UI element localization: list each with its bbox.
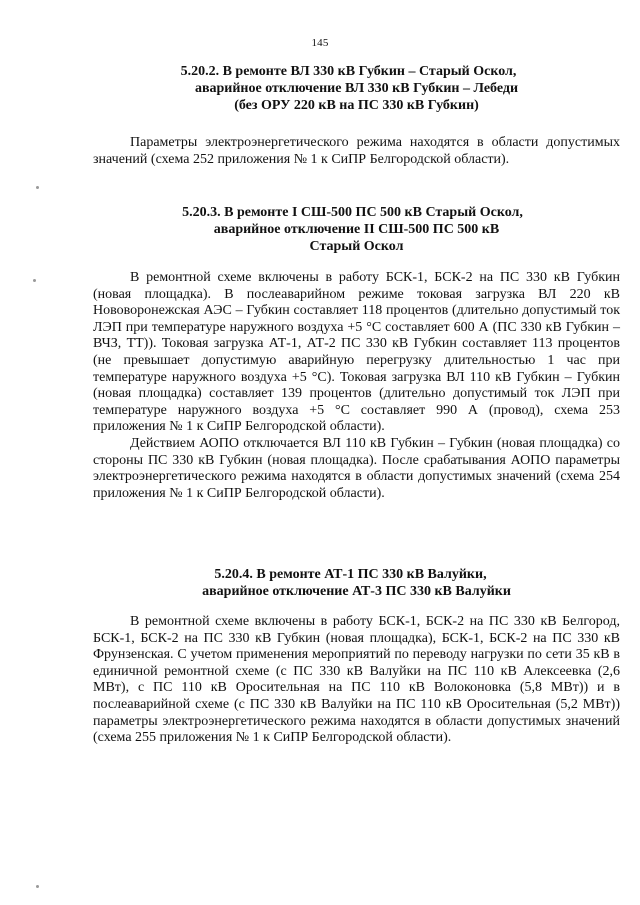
heading-line: аварийное отключение ВЛ 330 кВ Губкин – Лебеди xyxy=(194,81,519,96)
section-heading xyxy=(93,63,620,114)
section-heading xyxy=(93,204,620,255)
paragraph: Параметры электроэнергетического режима находятся в области допустимых значений (схема 252 приложения № 1 к СиПР Белгородской области). xyxy=(93,135,620,167)
heading-line: аварийное отключение АТ-3 ПС 330 кВ Валуйки xyxy=(202,584,511,599)
heading-line: 5.20.2. В ремонте ВЛ 330 кВ Губкин – Старый Оскол, xyxy=(180,64,517,79)
paragraph: В ремонтной схеме включены в работу БСК-1, БСК-2 на ПС 330 кВ Губкин (новая площадка). В послеаварийном режиме токовая загрузка ВЛ 220 кВ Нововоронежская АЭС – Губкин составляет 118 процентов (длительно допустимый ток ЛЭП при температуре наружного воздуха +5 °С составляет 600 А (ПС 330 кВ Губкин – ВЧЗ, ТТ)). Токовая загрузка АТ-1, АТ-2 ПС 330 кВ Губкин составляет 113 процентов (не превышает допустимую аварийную перегрузку длительностью 1 час при температуре наружного воздуха +5 °С). Токовая загрузка ВЛ 110 кВ Губкин – Губкин (новая площадка) составляет 139 процентов (длительно допустимый ток ЛЭП при температуре наружного воздуха +5 °С составляет 990 А (провод), схема 253 приложения № 1 к СиПР Белгородской области). xyxy=(93,270,620,435)
section-heading xyxy=(93,566,620,600)
section-5-20-2 xyxy=(93,63,620,168)
scan-speck xyxy=(36,186,39,189)
paragraph: В ремонтной схеме включены в работу БСК-1, БСК-2 на ПС 330 кВ Белгород, БСК-1, БСК-2 на ПС 330 кВ Губкин (новая площадка), БСК-1, БСК-2 на ПС 330 кВ Фрунзенская. С учетом применения мероприятий по переводу нагрузки по сети 35 кВ в единичной ремонтной схеме (с ПС 330 кВ Валуйки на ПС 110 кВ Алексеевка (2,6 МВт), с ПС 110 кВ Оросительная на ПС 110 кВ Волоконовка (5,8 МВт)) и в послеаварийной схеме (с ПС 330 кВ Валуйки на ПС 110 кВ Оросительная (5,2 МВт)) параметры электроэнергетического режима находятся в области допустимых значений (схема 255 приложения № 1 к СиПР Белгородской области). xyxy=(93,614,620,746)
section-body xyxy=(93,614,620,747)
paragraph: Действием АОПО отключается ВЛ 110 кВ Губкин – Губкин (новая площадка) со стороны ПС 330 кВ Губкин (новая площадка). После срабатывания АОПО параметры электроэнергетического режима находятся в области допустимых значений (схема 254 приложения № 1 к СиПР Белгородской области). xyxy=(93,435,620,501)
scan-speck xyxy=(33,279,36,282)
heading-line: (без ОРУ 220 кВ на ПС 330 кВ Губкин) xyxy=(234,98,479,113)
section-body xyxy=(93,270,620,502)
heading-line: Старый Оскол xyxy=(309,239,404,254)
section-5-20-4 xyxy=(93,566,620,747)
heading-line: аварийное отключение II СШ-500 ПС 500 кВ xyxy=(213,222,500,237)
heading-line: 5.20.4. В ремонте АТ-1 ПС 330 кВ Валуйки, xyxy=(214,567,487,582)
scan-speck xyxy=(36,885,39,888)
heading-line: 5.20.3. В ремонте I СШ-500 ПС 500 кВ Старый Оскол, xyxy=(182,205,523,220)
section-body xyxy=(93,135,620,168)
section-5-20-3 xyxy=(93,204,620,502)
page-number: 145 xyxy=(311,37,329,49)
